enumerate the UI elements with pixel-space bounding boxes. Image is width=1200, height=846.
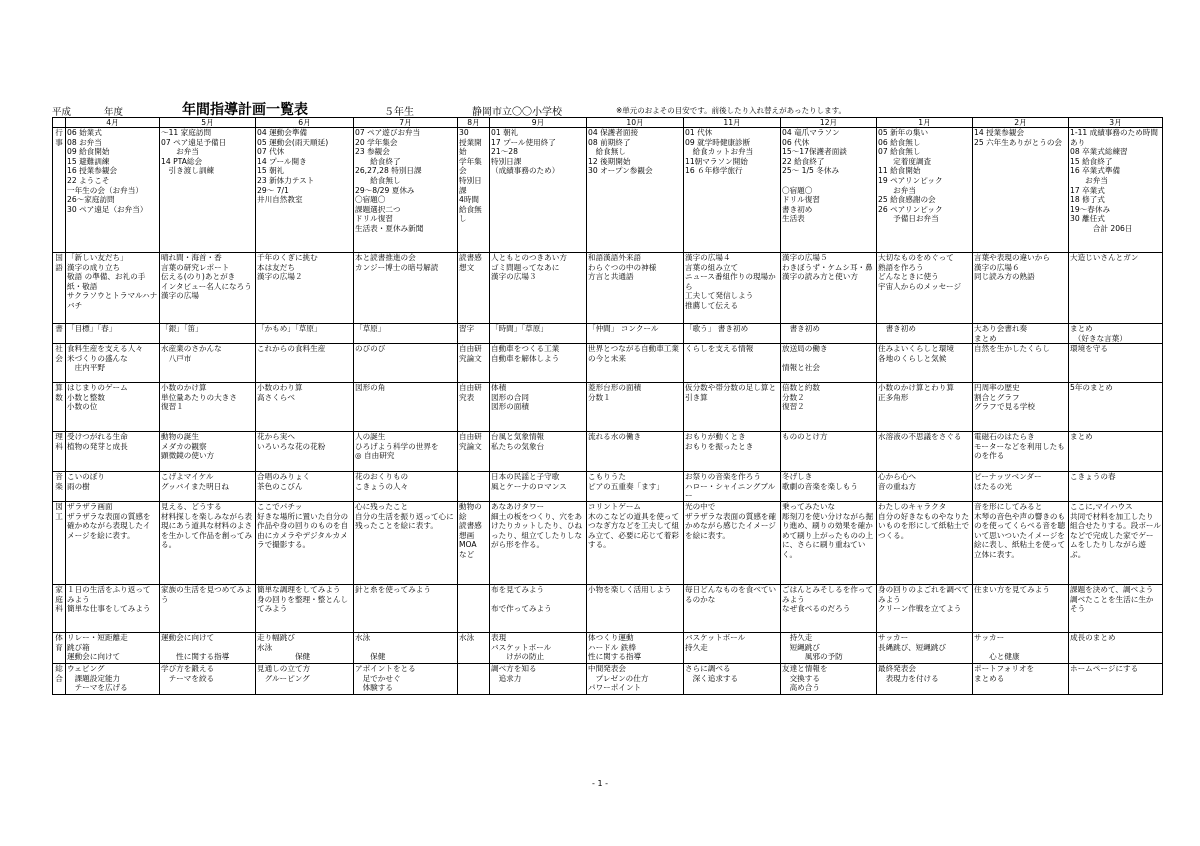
plan-cell: アポイントをとる 足でかせぐ 体験する xyxy=(354,663,458,694)
plan-cell: 自由研究表 xyxy=(458,383,490,432)
plan-cell: 30 授業開始 学年集会 特別日課 4時間 給食無し xyxy=(458,128,490,253)
subject-row xyxy=(53,253,1163,324)
month-header: 7月 xyxy=(354,118,458,128)
subject-row xyxy=(53,383,1163,432)
plan-cell: 最終発表会 表現力を付ける xyxy=(877,663,973,694)
plan-cell: お祭りの音楽を作ろう ハロー・シャイニングブルー xyxy=(684,472,781,502)
month-header: 12月 xyxy=(781,118,877,128)
plan-cell: 見通しの立て方 グルーピング xyxy=(256,663,354,694)
plan-cell: これからの食料生産 xyxy=(256,344,354,383)
plan-cell: 成長のまとめ xyxy=(1069,632,1163,663)
plan-cell: 読書感想文 xyxy=(458,253,490,324)
plan-cell: 14 授業参観会 25 六年生ありがとうの会 xyxy=(973,128,1069,253)
plan-body xyxy=(53,128,1163,695)
plan-cell: 家族の生活を見つめてみよう xyxy=(160,584,256,632)
plan-cell: まとめ （好きな言葉） xyxy=(1069,324,1163,344)
year-label: 年度 xyxy=(104,107,124,118)
header-note: ※単元のおよその目安です。前後したり入れ替えがあったりします。 xyxy=(616,106,847,115)
plan-cell: 1-11 成績事務のため時間あり 08 卒業式総練習 15 給食終了 16 卒業式準備 お弁当 17 卒業式 18 修了式 19～春休み 30 離任式 合計 206日 xyxy=(1069,128,1163,253)
plan-cell: 04 運動会準備 05 運動会(雨天順延) 07 代休 14 プール開き 15 朝礼 23 新体力テスト 29～ 7/1 井川自然教室 xyxy=(256,128,354,253)
plan-cell: 光の中で ザラザラな表面の質感を確かめながら感じたイメージを絵に表す。 xyxy=(684,501,781,584)
month-header: 6月 xyxy=(256,118,354,128)
plan-cell: 体つくり運動 ハードル 鉄棒 性に関する指導 xyxy=(587,632,684,663)
plan-cell: くらしを支える情報 xyxy=(684,344,781,383)
plan-cell: 千年のくぎに挑む 本は友だち 漢字の広場２ xyxy=(256,253,354,324)
plan-cell: 自由研究論文 xyxy=(458,344,490,383)
plan-cell: おもりが動くとき おもりを振ったとき xyxy=(684,432,781,472)
subject-row xyxy=(53,584,1163,632)
subject-label: 理 科 xyxy=(53,432,66,472)
plan-cell: 人ともとのつきあい方 ゴミ問題ってなあに 漢字の広場３ xyxy=(490,253,587,324)
subject-label: 総 合 xyxy=(53,663,66,694)
plan-cell: 自由研究論文 xyxy=(458,432,490,472)
subject-row xyxy=(53,663,1163,694)
plan-cell: 菱形台形の面積 分数１ xyxy=(587,383,684,432)
subject-row xyxy=(53,501,1163,584)
plan-cell: 布を見てみよう 布で作ってみよう xyxy=(490,584,587,632)
plan-cell: 表現 バスケットボール けがの防止 xyxy=(490,632,587,663)
plan-cell: コリントゲーム 木のこなどの道具を使ってつなぎ方などを工夫して組み立て、必要に応じて着彩する。 xyxy=(587,501,684,584)
plan-cell: 簡単な調理をしてみよう 身の回りを整理・整とんしてみよう xyxy=(256,584,354,632)
plan-cell: 円周率の歴史 割合とグラフ グラフで見る学校 xyxy=(973,383,1069,432)
plan-cell: はじまりのゲーム 小数と整数 小数の位 xyxy=(66,383,160,432)
plan-cell: 「かもめ」「草原」 xyxy=(256,324,354,344)
plan-cell: 水溶液の不思議をさぐる xyxy=(877,432,973,472)
subject-row xyxy=(53,324,1163,344)
subject-label: 音 楽 xyxy=(53,472,66,502)
plan-cell: 07 ペア遊びお弁当 20 学年集会 23 参観会 給食終了 26,27,28 特別日課 給食無し 29～8/29 夏休み 〇宿題〇 課題選択二つ ドリル復習 生活表・夏休み新聞 xyxy=(354,128,458,253)
plan-cell: サッカー 長縄跳び、短縄跳び xyxy=(877,632,973,663)
document-header xyxy=(52,101,1162,117)
plan-cell: 水産業のさかんな 八戸市 xyxy=(160,344,256,383)
plan-cell: 調べ方を知る 追求力 xyxy=(490,663,587,694)
plan-cell: 「草原」 xyxy=(354,324,458,344)
plan-cell: ポートフォリオを まとめる xyxy=(973,663,1069,694)
month-header: 4月 xyxy=(66,118,160,128)
plan-cell xyxy=(458,472,490,502)
plan-cell: 漢字の広場４ 言葉の組み立て ニュース番組作りの現場から 工夫して発信しよう 推薦して伝える xyxy=(684,253,781,324)
plan-cell: 身の回りのよごれを調べてみよう クリーン作戦を立てよう xyxy=(877,584,973,632)
subject-row xyxy=(53,128,1163,253)
plan-cell: 図形の角 xyxy=(354,383,458,432)
plan-cell: わたしのキャラクタ 自分の好きなものやなりたいものを形にして紙粘土でつくる。 xyxy=(877,501,973,584)
subject-label: 算 数 xyxy=(53,383,66,432)
plan-cell: 小物を楽しく活用しよう xyxy=(587,584,684,632)
plan-cell xyxy=(458,663,490,694)
plan-cell: 01 代休 09 就学時健康診断 給食カットお弁当 11朝マラソン開始 16 ６年修学旅行 xyxy=(684,128,781,253)
plan-cell: 01 朝礼 17 プール使用終了 21～28 特別日課 （成績事務のため） xyxy=(490,128,587,253)
plan-cell: 大造じいさんとガン xyxy=(1069,253,1163,324)
corner-cell xyxy=(53,118,66,128)
plan-cell: 「時間」「草原」 xyxy=(490,324,587,344)
era-label: 平成 xyxy=(52,107,72,118)
plan-cell: 書き初め xyxy=(877,324,973,344)
month-header: 3月 xyxy=(1069,118,1163,128)
subject-label: 国 語 xyxy=(53,253,66,324)
plan-cell: 自然を生かしたくらし xyxy=(973,344,1069,383)
plan-cell: 04 竜爪マラソン 06 代休 15～17保護者面談 22 給食終了 25～ 1/5 冬休み 〇宿題〇 ドリル復習 書き初め 生活表 xyxy=(781,128,877,253)
plan-cell: 音を形にしてみると 木琴の音色や声の響きのものを使ってくらべる音を聴いて思いついたイメージを絵に表し、紙粘土を使って立体に表す。 xyxy=(973,501,1069,584)
plan-cell: 小数のかけ算とわり算 正多角形 xyxy=(877,383,973,432)
plan-cell: 小数のかけ算 単位量あたりの大きさ 復習１ xyxy=(160,383,256,432)
plan-cell: 小数のわり算 高さくらべ xyxy=(256,383,354,432)
plan-cell: 04 保護者面接 08 前期終了 給食無し 12 後期開始 30 オープン参観会 xyxy=(587,128,684,253)
month-header: 2月 xyxy=(973,118,1069,128)
plan-cell: 「目標」「春」 xyxy=(66,324,160,344)
plan-cell: 針と糸を使ってみよう xyxy=(354,584,458,632)
plan-cell: 「仲間」 コンクール xyxy=(587,324,684,344)
plan-cell: 花のおくりもの こきょうの人々 xyxy=(354,472,458,502)
plan-cell xyxy=(458,584,490,632)
plan-cell: ホームページにする xyxy=(1069,663,1163,694)
plan-cell: 晴れ間・海首・香 言葉の研究レポート 伝える(のり)あとがき インタビュー名人になろう 漢字の広場 xyxy=(160,253,256,324)
plan-cell: 体積 図形の合同 図形の面積 xyxy=(490,383,587,432)
plan-cell: 人の誕生 ひろげよう科学の世界を ◎ 自由研究 xyxy=(354,432,458,472)
plan-cell: あなあけタワー 細土の板をつくり、穴をあけたりカットしたり、ひねったり、組立てしたりしながら形を作る。 xyxy=(490,501,587,584)
plan-cell: 大切なものをめぐって 熟語を作ろう どんなときに使う 宇宙人からのメッセージ xyxy=(877,253,973,324)
plan-cell: こいのぼり 雨の樹 xyxy=(66,472,160,502)
subject-row xyxy=(53,472,1163,502)
subject-label: 書 xyxy=(53,324,66,344)
plan-cell: 「新しい友だち」 漢字の成り立ち 敬語 の準備、お礼の手紙・敬語 サクラソウとトラマルハナバチ xyxy=(66,253,160,324)
document-title: 年間指導計画一覧表 xyxy=(182,102,308,118)
plan-cell: 住まい方を見てみよう xyxy=(973,584,1069,632)
plan-cell: 習字 xyxy=(458,324,490,344)
page-number: - 1 - xyxy=(592,779,608,788)
plan-cell: 住みよいくらしと環境 各地のくらしと気候 xyxy=(877,344,973,383)
plan-cell: ザラザラ画面 ザラザラな表面の質感を確かめながら表現したイメージを絵に表す。 xyxy=(66,501,160,584)
plan-cell: 水泳 xyxy=(458,632,490,663)
plan-cell: 「歌う」 書き初め xyxy=(684,324,781,344)
plan-cell: 動物の絵 読書感想画 MOA など xyxy=(458,501,490,584)
grade-label: ５年生 xyxy=(384,107,414,118)
plan-cell: 友達と情報を 交換する 高め合う xyxy=(781,663,877,694)
plan-cell: 水泳 保健 xyxy=(354,632,458,663)
school-name: 静岡市立〇〇小学校 xyxy=(472,107,562,118)
plan-cell: 課題を決めて、調べよう 調べたことを生活に生かそう xyxy=(1069,584,1163,632)
plan-cell: 電磁石のはたらき モーターなどを利用したものを作る xyxy=(973,432,1069,472)
plan-cell: 05 新年の集い 06 給食無し 07 給食無し 定着度調査 11 給食開始 19 ペアリンピック お弁当 25 給食感謝の会 26 ペアリンピック 予備日お弁当 xyxy=(877,128,973,253)
plan-cell: 合唱のみりょく 茶色のこびん xyxy=(256,472,354,502)
plan-cell: 乗ってみたいな 彫刻刀を使い分けながら掘り進め、刷りの効果を確かめて刷り上がったものの上に、さらに刷り重ねていく。 xyxy=(781,501,877,584)
subject-label: 図 工 xyxy=(53,501,66,584)
plan-cell: ～11 家庭訪問 07 ペア遠足予備日 お弁当 14 PTA総会 引き渡し訓練 xyxy=(160,128,256,253)
plan-cell: もののとけ方 xyxy=(781,432,877,472)
plan-cell: 走り幅跳び 水泳 保健 xyxy=(256,632,354,663)
month-header: 5月 xyxy=(160,118,256,128)
plan-cell: 大あり会書れ奏 まとめ xyxy=(973,324,1069,344)
plan-cell: こきょうの春 xyxy=(1069,472,1163,502)
plan-cell: 本と読書推進の会 カンジー博士の暗号解読 xyxy=(354,253,458,324)
plan-cell: 持久走 短縄跳び 風邪の予防 xyxy=(781,632,877,663)
plan-cell: 自動車をつくる工業 自動車を解体しよう xyxy=(490,344,587,383)
subject-label: 体 育 xyxy=(53,632,66,663)
plan-cell: ここでパチッ 好きな場所に置いた自分の作品や身の回りのものを自由にカメラやデジタルカメラで撮影する。 xyxy=(256,501,354,584)
plan-cell: ピーナッツベンダー ほたるの光 xyxy=(973,472,1069,502)
plan-cell: 冬げしき 歌劇の音楽を楽しもう xyxy=(781,472,877,502)
plan-cell: 台風と気象情報 私たちの気象台 xyxy=(490,432,587,472)
subject-row xyxy=(53,632,1163,663)
plan-cell: 言葉や表現の違いから 漢字の広場６ 同じ読み方の熟語 xyxy=(973,253,1069,324)
plan-cell: 見える、どうする 材料探しを楽しみながら表現にあう道具な材料のよさを生かして作品を創ってみる。 xyxy=(160,501,256,584)
plan-cell: 環境を守る xyxy=(1069,344,1163,383)
plan-cell: 運動会に向けて 性に関する指導 xyxy=(160,632,256,663)
plan-cell: １日の生活をふり返ってみよう 簡単な仕事をしてみよう xyxy=(66,584,160,632)
plan-cell: ごはんとみそしるを作ってみよう なぜ食べるのだろう xyxy=(781,584,877,632)
subject-row xyxy=(53,344,1163,383)
plan-cell: 受けつがれる生命 植物の発芽と成長 xyxy=(66,432,160,472)
plan-cell: 放送局の働き 情報と社会 xyxy=(781,344,877,383)
plan-cell: 学び方を鍛える テーマを絞る xyxy=(160,663,256,694)
plan-cell: 仮分数や帯分数の足し算と引き算 xyxy=(684,383,781,432)
plan-cell: ここに,マイハウス 共同で材料を加工したり組合せたりする。段ボールなどで完成した家でゲームをしたりしながら遊ぶ。 xyxy=(1069,501,1163,584)
plan-cell: 和語漢語外来語 わらぐつの中の神様 方言と共通語 xyxy=(587,253,684,324)
month-header-row xyxy=(53,118,1163,128)
plan-cell: リレー・短距離走 跳び箱 運動会に向けて xyxy=(66,632,160,663)
plan-cell: のびのび xyxy=(354,344,458,383)
month-header: 10月 xyxy=(587,118,684,128)
subject-row xyxy=(53,432,1163,472)
plan-cell: こもりうた ピアの五重奏「ます」 xyxy=(587,472,684,502)
plan-cell: 06 始業式 08 お弁当 09 給食開始 15 避難訓練 16 授業参観会 22 ようこそ 一年生の会（お弁当） 26～家庭訪問 30 ペア遠足（お弁当） xyxy=(66,128,160,253)
plan-cell: 動物の誕生 メダカの観察 顕微鏡の使い方 xyxy=(160,432,256,472)
plan-cell: 毎日どんなものを食べているのかな xyxy=(684,584,781,632)
month-header: 9月 xyxy=(490,118,587,128)
plan-cell: 倍数と約数 分数２ 復習２ xyxy=(781,383,877,432)
plan-cell: サッカー 心と健康 xyxy=(973,632,1069,663)
month-header: 8月 xyxy=(458,118,490,128)
plan-cell: 書き初め xyxy=(781,324,877,344)
plan-cell: 漢字の広場５ わきぼうず・ケムシ耳・鼻 漢字の読み方と使い方 xyxy=(781,253,877,324)
plan-cell: 流れる水の働き xyxy=(587,432,684,472)
plan-cell: さらに調べる 深く追求する xyxy=(684,663,781,694)
plan-cell: 食料生産を支える人々 米づくりの盛んな 庄内平野 xyxy=(66,344,160,383)
month-header: 11月 xyxy=(684,118,781,128)
plan-cell: 心から心へ 音の重ね方 xyxy=(877,472,973,502)
subject-label: 行 事 xyxy=(53,128,66,253)
annual-plan-table xyxy=(52,117,1163,695)
subject-label: 家 庭 科 xyxy=(53,584,66,632)
plan-cell: バスケットボール 持久走 xyxy=(684,632,781,663)
subject-label: 社 会 xyxy=(53,344,66,383)
plan-cell: こげよマイケル グッバイまた明日ね xyxy=(160,472,256,502)
plan-cell: 「銀」「笛」 xyxy=(160,324,256,344)
plan-cell: 日本の民謡と子守歌 風とケーナのロマンス xyxy=(490,472,587,502)
plan-cell: 花から実へ いろいろな花の花粉 xyxy=(256,432,354,472)
plan-cell: 中間発表会 プレゼンの仕方 パワーポイント xyxy=(587,663,684,694)
plan-cell: 心に残ったこと 自分の生活を振り返って心に残ったことを絵に表す。 xyxy=(354,501,458,584)
plan-cell: 世界とつながる自動車工業の今と未来 xyxy=(587,344,684,383)
month-header: 1月 xyxy=(877,118,973,128)
plan-cell: ウェビング 課題設定能力 テーマを広げる xyxy=(66,663,160,694)
plan-cell: 5年のまとめ xyxy=(1069,383,1163,432)
plan-cell: まとめ xyxy=(1069,432,1163,472)
